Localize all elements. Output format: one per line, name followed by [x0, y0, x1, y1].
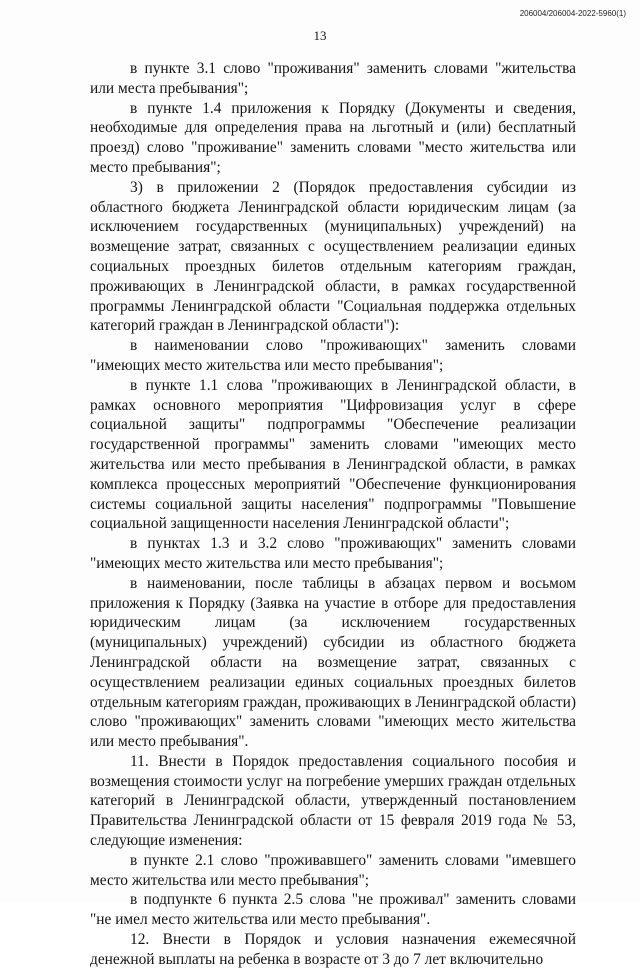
paragraph-appendix-2-heading: 3) в приложении 2 (Порядок предоставления субсидии из областного бюджета Ленинградской области юридическим лицам (за исключением государственных (муниципальных) учреждений) на возмещение затрат, связанных с осуществлением реализации единых социальных проездных билетов отдельным категориям граждан, проживающих в Ленинградской области, в рамках государственной программы Ленинградской области "Социальная поддержка отдельных категорий граждан в Ленинградской области"): — [90, 178, 576, 335]
paragraph-1-1-amendment: в пункте 1.1 слова "проживающих в Ленинградской области, в рамках основного мероприятия "Цифровизация услуг в сфере социальной защиты" подпрограммы "Обеспечение реализации государственной программы" заменить словами "имеющих место жительства или место пребывания в Ленинградской области, в рамках комплекса процессных мероприятий "Обеспечение функционирования системы социальной защиты населения" подпрограммы "Повышение социальной защищенности населения Ленинградской области"; — [90, 376, 576, 533]
paragraph-2-1-amendment: в пункте 2.1 слово "проживавшего" заменить словами "имевшего место жительства или место пребывания"; — [90, 851, 576, 889]
paragraph-2-5-amendment: в подпункте 6 пункта 2.5 слова "не проживал" заменить словами "не имел место жительства или место пребывания". — [90, 891, 576, 929]
document-body — [90, 59, 576, 970]
page-number: 13 — [313, 28, 327, 43]
paragraph-1-3-3-2-amendment: в пунктах 1.3 и 3.2 слово "проживающих" заменить словами "имеющих место жительства или место пребывания"; — [90, 535, 576, 572]
paragraph-title-amendment: в наименовании слово "проживающих" заменить словами "имеющих место жительства или место пребывания"; — [90, 337, 576, 374]
paragraph-application-amendment: в наименовании, после таблицы в абзацах первом и восьмом приложения к Порядку (Заявка на участие в отборе для предоставления юридическим лицам (за исключением государственных (муниципальных) учреждений) субсидии из областного бюджета Ленинградской области на возмещение затрат, связанных с осуществлением реализации единых социальных проездных билетов отдельным категориям граждан, проживающих в Ленинградской области) слово "проживающих" заменить словами "имеющих место жительства или место пребывания". — [90, 574, 576, 751]
document-id: 206004/206004-2022-5960(1) — [519, 9, 626, 18]
paragraph-item-11: 11. Внести в Порядок предоставления социального пособия и возмещения стоимости услуг на погребение умерших граждан отдельных категорий в Ленинградской области, утвержденный постановлением Правительства Ленинградской области от 15 февраля 2019 года № 53, следующие изменения: — [90, 752, 576, 850]
paragraph-3-1-amendment: в пункте 3.1 слово "проживания" заменить словами "жительства или места пребывания"; — [90, 60, 576, 97]
paragraph-1-4-amendment: в пункте 1.4 приложения к Порядку (Документы и сведения, необходимые для определения права на льготный и (или) бесплатный проезд) слово "проживание" заменить словами "место жительства или место пребывания"; — [90, 99, 576, 176]
paragraph-item-12: 12. Внести в Порядок и условия назначения ежемесячной денежной выплаты на ребенка в возрасте от 3 до 7 лет включительно — [90, 931, 576, 968]
